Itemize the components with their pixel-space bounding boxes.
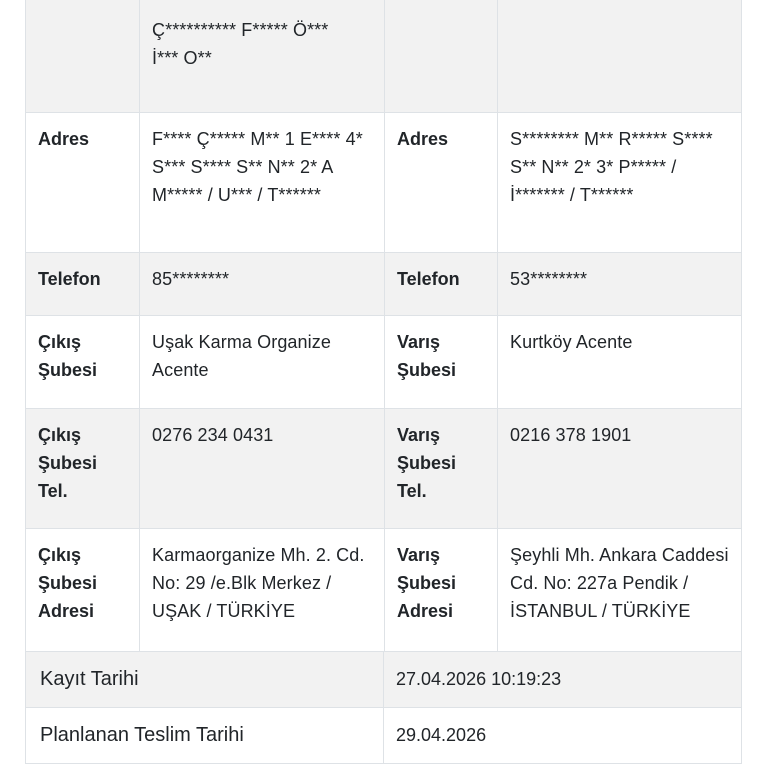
origin-branch-address-label: Çıkış Şubesi Adresi — [26, 529, 140, 667]
receiver-phone-value: 53******** — [498, 253, 742, 316]
origin-branch-value: Uşak Karma Organize Acente — [140, 316, 385, 409]
branch-phone-row — [26, 409, 742, 529]
address-row — [26, 113, 742, 253]
sender-name-line1: Ç********** F***** Ö*** — [152, 20, 329, 40]
origin-branch-address-value: Karmaorganize Mh. 2. Cd. No: 29 /e.Blk Merkez / UŞAK / TÜRKİYE — [140, 529, 385, 667]
origin-branch-phone-label: Çıkış Şubesi Tel. — [26, 409, 140, 529]
receiver-address-label: Adres — [385, 113, 498, 253]
destination-branch-address-value: Şeyhli Mh. Ankara Caddesi Cd. No: 227a Pendik / İSTANBUL / TÜRKİYE — [498, 529, 742, 667]
receiver-name-label — [385, 0, 498, 113]
dates-table — [25, 651, 742, 764]
destination-branch-phone-label: Varış Şubesi Tel. — [385, 409, 498, 529]
origin-branch-label: Çıkış Şubesi — [26, 316, 140, 409]
destination-branch-phone-value: 0216 378 1901 — [498, 409, 742, 529]
receiver-name-value — [498, 0, 742, 113]
planned-delivery-value: 29.04.2026 — [384, 708, 742, 764]
origin-branch-phone-value: 0276 234 0431 — [140, 409, 385, 529]
sender-phone-value: 85******** — [140, 253, 385, 316]
branch-address-row — [26, 529, 742, 667]
sender-address-value: F**** Ç***** M** 1 E**** 4* S*** S**** S** N** 2* A M***** / U*** / T****** — [140, 113, 385, 253]
destination-branch-address-label: Varış Şubesi Adresi — [385, 529, 498, 667]
sender-receiver-table — [25, 0, 742, 667]
destination-branch-value: Kurtköy Acente — [498, 316, 742, 409]
planned-delivery-row — [26, 708, 742, 764]
planned-delivery-label: Planlanan Teslim Tarihi — [26, 708, 384, 764]
receiver-phone-label: Telefon — [385, 253, 498, 316]
registration-date-value: 27.04.2026 10:19:23 — [384, 652, 742, 708]
sender-phone-label: Telefon — [26, 253, 140, 316]
destination-branch-label: Varış Şubesi — [385, 316, 498, 409]
receiver-address-value: S******** M** R***** S**** S** N** 2* 3* P***** / İ******* / T****** — [498, 113, 742, 253]
sender-name-line2: İ*** O** — [152, 48, 212, 68]
name-row — [26, 0, 742, 113]
sender-name-value — [140, 0, 385, 113]
registration-date-label: Kayıt Tarihi — [26, 652, 384, 708]
sender-name-label — [26, 0, 140, 113]
registration-date-row — [26, 652, 742, 708]
phone-row — [26, 253, 742, 316]
sender-address-label: Adres — [26, 113, 140, 253]
branch-row — [26, 316, 742, 409]
